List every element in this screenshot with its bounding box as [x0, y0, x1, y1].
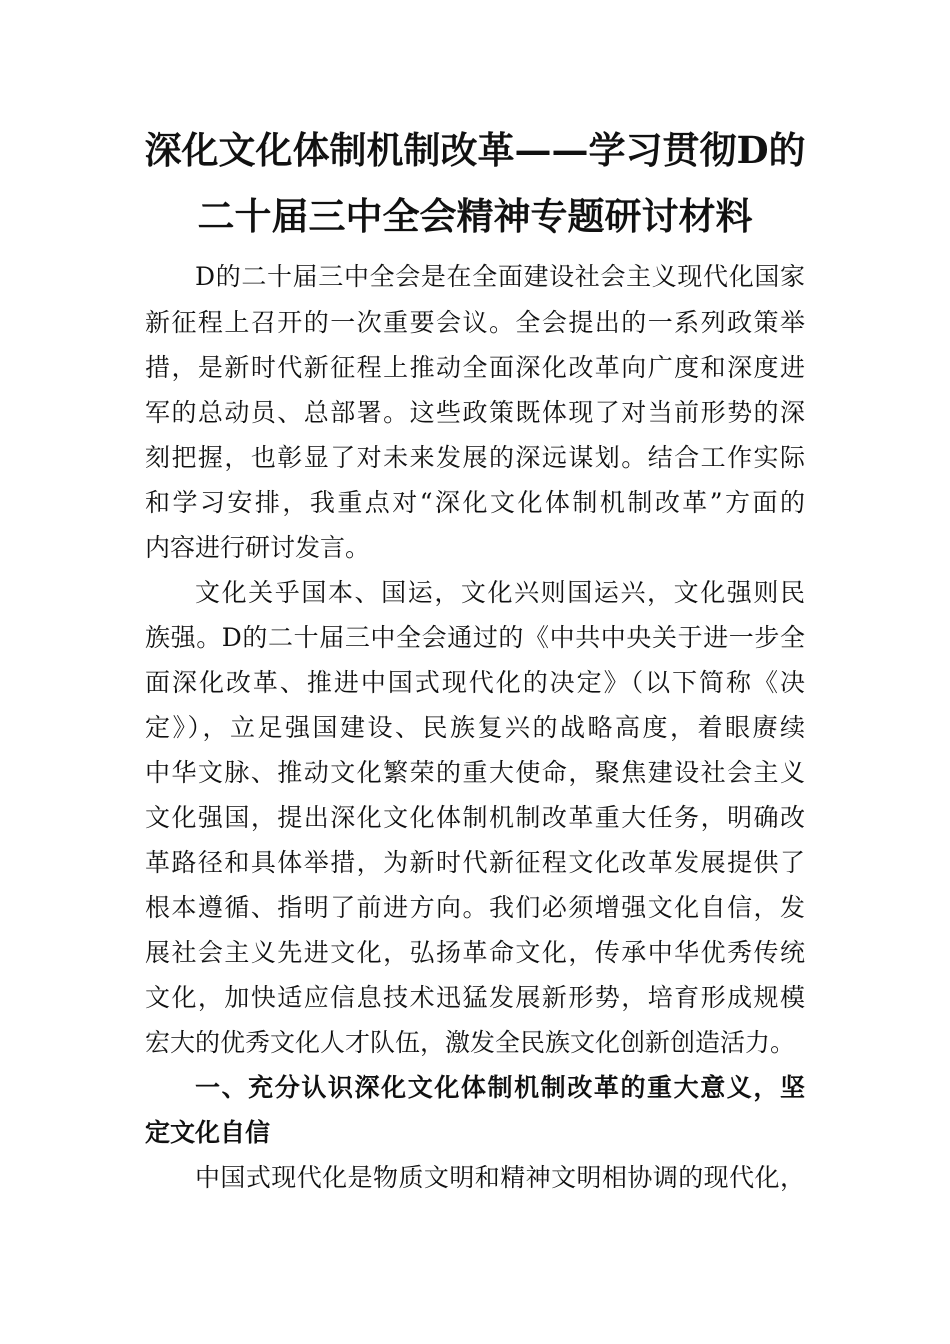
- paragraph-line: 新征程上召开的一次重要会议。全会提出的一系列政策举: [145, 308, 805, 337]
- paragraph-line: 军的总动员、总部署。这些政策既体现了对当前形势的深: [145, 398, 805, 427]
- paragraph-line: 措，是新时代新征程上推动全面深化改革向广度和深度进: [145, 353, 805, 382]
- section-heading-line: 定文化自信: [145, 1118, 271, 1147]
- paragraph-line: 文化关乎国本、国运，文化兴则国运兴，文化强则民: [195, 578, 805, 607]
- paragraph-line: 面深化改革、推进中国式现代化的决定》（以下简称《决: [145, 668, 805, 697]
- paragraph-line: 文化，加快适应信息技术迅猛发展新形势，培育形成规模: [145, 983, 805, 1012]
- paragraph-line: D的二十届三中全会是在全面建设社会主义现代化国家: [195, 262, 805, 291]
- paragraph-line: 文化强国，提出深化文化体制机制改革重大任务，明确改: [145, 803, 805, 832]
- paragraph-line: 革路径和具体举措，为新时代新征程文化改革发展提供了: [145, 848, 805, 877]
- paragraph-line: 展社会主义先进文化，弘扬革命文化，传承中华优秀传统: [145, 938, 805, 967]
- paragraph-line: 和学习安排，我重点对“深化文化体制机制改革”方面的: [145, 488, 805, 517]
- paragraph-line: 宏大的优秀文化人才队伍，激发全民族文化创新创造活力。: [145, 1028, 796, 1057]
- paragraph-line: 根本遵循、指明了前进方向。我们必须增强文化自信，发: [145, 893, 805, 922]
- document-title-line-1: 深化文化体制机制改革——学习贯彻D的: [144, 128, 806, 172]
- paragraph-line: 刻把握，也彰显了对未来发展的深远谋划。结合工作实际: [145, 443, 805, 472]
- paragraph-line: 族强。D的二十届三中全会通过的《中共中央关于进一步全: [145, 623, 805, 652]
- paragraph-line: 定》），立足强国建设、民族复兴的战略高度，着眼赓续: [145, 713, 805, 742]
- document-title-line-2: 二十届三中全会精神专题研讨材料: [197, 194, 753, 238]
- paragraph-line: 中华文脉、推动文化繁荣的重大使命，聚焦建设社会主义: [145, 758, 805, 787]
- paragraph-line: 中国式现代化是物质文明和精神文明相协调的现代化，: [195, 1163, 805, 1192]
- section-heading-line: 一、充分认识深化文化体制机制改革的重大意义，坚: [195, 1073, 805, 1102]
- paragraph-line: 内容进行研讨发言。: [145, 533, 371, 562]
